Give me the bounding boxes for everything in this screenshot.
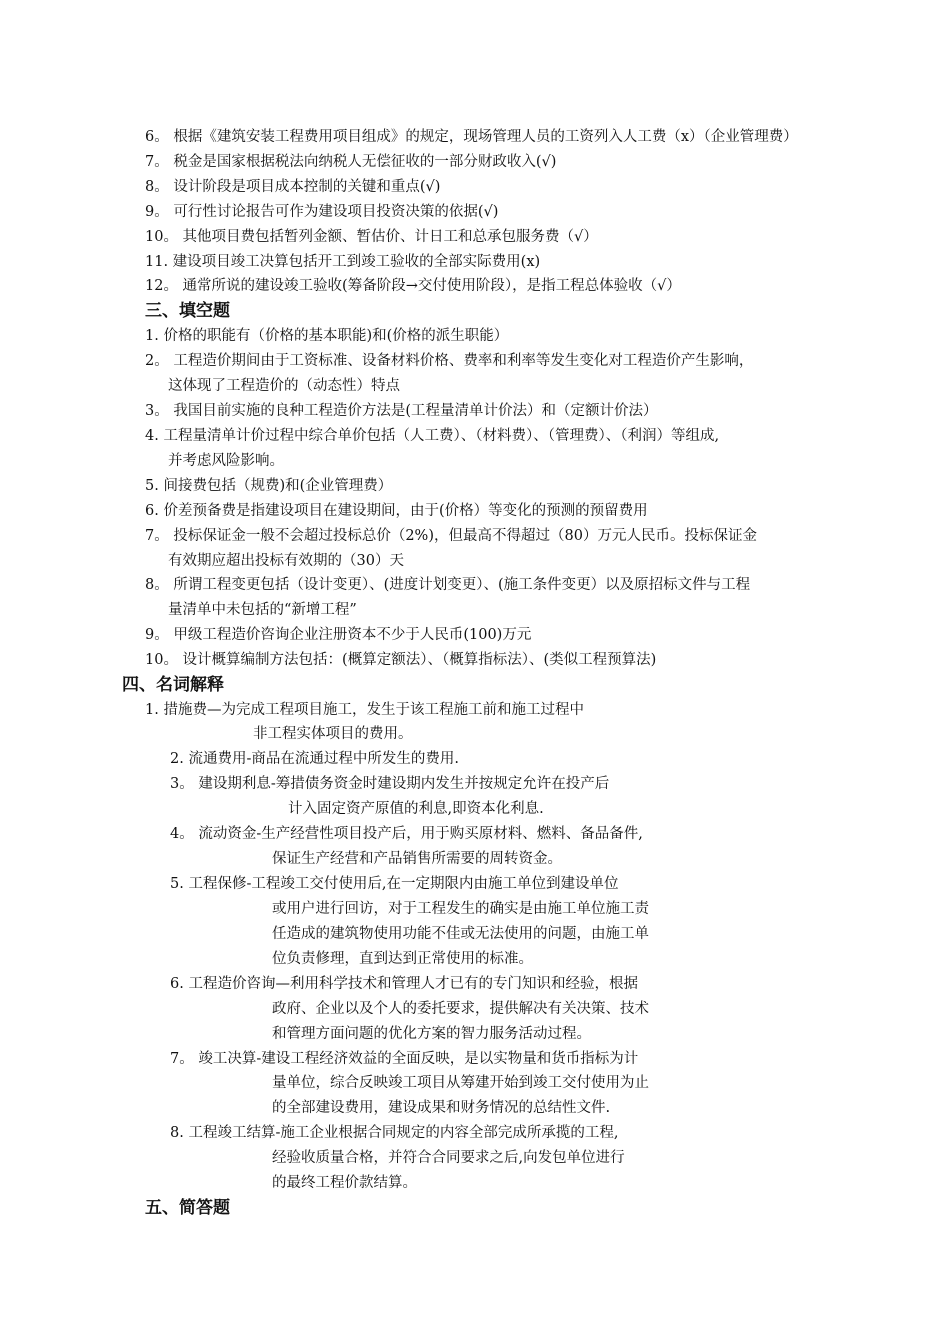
tf-item-11: 11. 建设项目竣工决算包括开工到竣工验收的全部实际费用(x): [145, 254, 541, 270]
tf-item-7: 7。 税金是国家根据税法向纳税人无偿征收的一部分财政收入(√): [145, 154, 557, 170]
fill-line: 4. 工程量清单计价过程中综合单价包括（人工费）、（材料费）、（管理费）、（利润）等组成,: [145, 428, 720, 444]
term-line: 2. 流通费用-商品在流通过程中所发生的费用.: [170, 751, 459, 767]
fill-line: 7。 投标保证金一般不会超过投标总价（2%)，但最高不得超过（80）万元人民币。投标保证金: [145, 528, 757, 544]
term-line: 4。 流动资金-生产经营性项目投产后，用于购买原材料、燃料、备品备件,: [170, 826, 643, 842]
tf-item-6: 6。 根据《建筑安装工程费用项目组成》的规定，现场管理人员的工资列入人工费（x）（企业管理费）: [145, 129, 798, 145]
term-line: 量单位，综合反映竣工项目从筹建开始到竣工交付使用为止: [272, 1075, 649, 1091]
section-heading-fill-blank: 三、填空题: [145, 301, 230, 321]
term-line: 非工程实体项目的费用。: [253, 726, 413, 742]
term-line: 3。 建设期利息-筹措债务资金时建设期内发生并按规定允许在投产后: [170, 776, 610, 792]
fill-line: 6. 价差预备费是指建设项目在建设期间，由于(价格）等变化的预测的预留费用: [145, 503, 648, 519]
fill-line: 3。 我国目前实施的良种工程造价方法是(工程量清单计价法）和（定额计价法）: [145, 403, 658, 419]
term-line: 6. 工程造价咨询—利用科学技术和管理人才已有的专门知识和经验，根据: [170, 976, 638, 992]
term-line: 或用户进行回访，对于工程发生的确实是由施工单位施工责: [272, 901, 649, 917]
fill-line: 10。 设计概算编制方法包括：(概算定额法）、（概算指标法）、(类似工程预算法): [145, 652, 657, 668]
tf-item-9: 9。 可行性讨论报告可作为建设项目投资决策的依据(√): [145, 204, 499, 220]
term-line: 计入固定资产原值的利息,即资本化利息.: [288, 801, 544, 817]
tf-item-8: 8。 设计阶段是项目成本控制的关键和重点(√): [145, 179, 441, 195]
fill-line: 这体现了工程造价的（动态性）特点: [168, 378, 400, 394]
term-line: 的全部建设费用，建设成果和财务情况的总结性文件.: [272, 1100, 611, 1116]
term-line: 和管理方面问题的优化方案的智力服务活动过程。: [272, 1026, 591, 1042]
section-heading-terms: 四、名词解释: [122, 675, 224, 695]
term-line: 1. 措施费—为完成工程项目施工，发生于该工程施工前和施工过程中: [145, 702, 584, 718]
fill-line: 有效期应超出投标有效期的（30）天: [168, 553, 404, 569]
term-line: 位负责修理，直到达到正常使用的标准。: [272, 951, 533, 967]
term-line: 政府、企业以及个人的委托要求，提供解决有关决策、技术: [272, 1001, 649, 1017]
fill-line: 并考虑风险影响。: [168, 453, 284, 469]
fill-line: 1. 价格的职能有（价格的基本职能)和(价格的派生职能）: [145, 328, 509, 344]
term-line: 保证生产经营和产品销售所需要的周转资金。: [272, 851, 562, 867]
section-heading-short-answer: 五、简答题: [145, 1198, 230, 1218]
term-line: 经验收质量合格，并符合合同要求之后,向发包单位进行: [272, 1150, 625, 1166]
term-line: 7。 竣工决算-建设工程经济效益的全面反映，是以实物量和货币指标为计: [170, 1051, 639, 1067]
term-line: 8. 工程竣工结算-施工企业根据合同规定的内容全部完成所承揽的工程,: [170, 1125, 619, 1141]
fill-line: 8。 所谓工程变更包括（设计变更）、(进度计划变更）、(施工条件变更）以及原招标文件与工程: [145, 577, 751, 593]
fill-line: 5. 间接费包括（规费)和(企业管理费）: [145, 478, 393, 494]
fill-line: 2。 工程造价期间由于工资标准、设备材料价格、费率和利率等发生变化对工程造价产生影响，: [145, 353, 754, 369]
fill-line: 量清单中未包括的“新增工程”: [168, 602, 357, 618]
tf-item-12: 12。 通常所说的建设竣工验收(筹备阶段→交付使用阶段），是指工程总体验收（√）: [145, 278, 681, 294]
term-line: 的最终工程价款结算。: [272, 1175, 417, 1191]
fill-line: 9。 甲级工程造价咨询企业注册资本不少于人民币(100)万元: [145, 627, 532, 643]
term-line: 任造成的建筑物使用功能不佳或无法使用的问题，由施工单: [272, 926, 649, 942]
tf-item-10: 10。 其他项目费包括暂列金额、暂估价、计日工和总承包服务费（√）: [145, 229, 598, 245]
term-line: 5. 工程保修-工程竣工交付使用后,在一定期限内由施工单位到建设单位: [170, 876, 619, 892]
